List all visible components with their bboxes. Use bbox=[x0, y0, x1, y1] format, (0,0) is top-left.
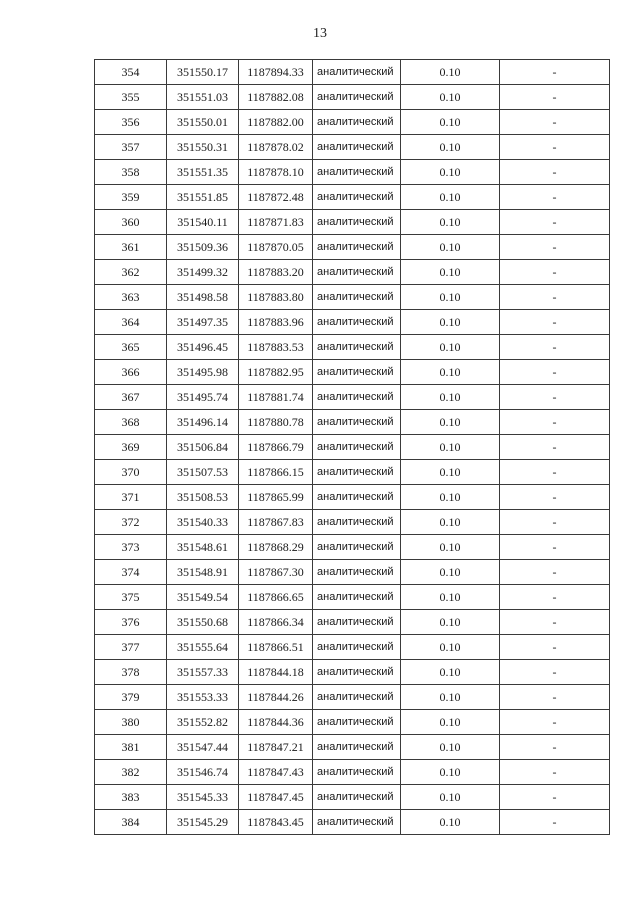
table-row bbox=[95, 510, 610, 535]
y-coordinate-cell: 1187882.95 bbox=[239, 360, 313, 385]
accuracy-cell: 0.10 bbox=[401, 685, 500, 710]
table-row bbox=[95, 285, 610, 310]
note-cell: - bbox=[500, 735, 610, 760]
accuracy-cell: 0.10 bbox=[401, 710, 500, 735]
table-row bbox=[95, 760, 610, 785]
y-coordinate-cell: 1187866.79 bbox=[239, 435, 313, 460]
y-coordinate-cell: 1187867.83 bbox=[239, 510, 313, 535]
y-coordinate-cell: 1187844.36 bbox=[239, 710, 313, 735]
note-cell: - bbox=[500, 685, 610, 710]
method-cell: аналитический bbox=[313, 610, 401, 635]
y-coordinate-cell: 1187883.53 bbox=[239, 335, 313, 360]
table-row bbox=[95, 460, 610, 485]
y-coordinate-cell: 1187866.51 bbox=[239, 635, 313, 660]
x-coordinate-cell: 351553.33 bbox=[167, 685, 239, 710]
method-cell: аналитический bbox=[313, 735, 401, 760]
note-cell: - bbox=[500, 660, 610, 685]
point-number-cell: 373 bbox=[95, 535, 167, 560]
y-coordinate-cell: 1187871.83 bbox=[239, 210, 313, 235]
y-coordinate-cell: 1187847.43 bbox=[239, 760, 313, 785]
accuracy-cell: 0.10 bbox=[401, 735, 500, 760]
method-cell: аналитический bbox=[313, 760, 401, 785]
table-row bbox=[95, 660, 610, 685]
point-number-cell: 354 bbox=[95, 60, 167, 85]
accuracy-cell: 0.10 bbox=[401, 235, 500, 260]
note-cell: - bbox=[500, 185, 610, 210]
method-cell: аналитический bbox=[313, 535, 401, 560]
table-row bbox=[95, 485, 610, 510]
y-coordinate-cell: 1187883.80 bbox=[239, 285, 313, 310]
table-row bbox=[95, 110, 610, 135]
table-row bbox=[95, 560, 610, 585]
x-coordinate-cell: 351550.31 bbox=[167, 135, 239, 160]
accuracy-cell: 0.10 bbox=[401, 610, 500, 635]
method-cell: аналитический bbox=[313, 85, 401, 110]
accuracy-cell: 0.10 bbox=[401, 785, 500, 810]
method-cell: аналитический bbox=[313, 335, 401, 360]
note-cell: - bbox=[500, 335, 610, 360]
table-row bbox=[95, 410, 610, 435]
accuracy-cell: 0.10 bbox=[401, 560, 500, 585]
accuracy-cell: 0.10 bbox=[401, 310, 500, 335]
y-coordinate-cell: 1187868.29 bbox=[239, 535, 313, 560]
point-number-cell: 360 bbox=[95, 210, 167, 235]
point-number-cell: 359 bbox=[95, 185, 167, 210]
note-cell: - bbox=[500, 410, 610, 435]
x-coordinate-cell: 351496.45 bbox=[167, 335, 239, 360]
x-coordinate-cell: 351545.29 bbox=[167, 810, 239, 835]
x-coordinate-cell: 351508.53 bbox=[167, 485, 239, 510]
x-coordinate-cell: 351497.35 bbox=[167, 310, 239, 335]
x-coordinate-cell: 351548.91 bbox=[167, 560, 239, 585]
point-number-cell: 376 bbox=[95, 610, 167, 635]
point-number-cell: 377 bbox=[95, 635, 167, 660]
accuracy-cell: 0.10 bbox=[401, 535, 500, 560]
x-coordinate-cell: 351551.85 bbox=[167, 185, 239, 210]
x-coordinate-cell: 351551.03 bbox=[167, 85, 239, 110]
x-coordinate-cell: 351545.33 bbox=[167, 785, 239, 810]
x-coordinate-cell: 351546.74 bbox=[167, 760, 239, 785]
y-coordinate-cell: 1187865.99 bbox=[239, 485, 313, 510]
x-coordinate-cell: 351557.33 bbox=[167, 660, 239, 685]
x-coordinate-cell: 351549.54 bbox=[167, 585, 239, 610]
method-cell: аналитический bbox=[313, 60, 401, 85]
y-coordinate-cell: 1187881.74 bbox=[239, 385, 313, 410]
accuracy-cell: 0.10 bbox=[401, 760, 500, 785]
y-coordinate-cell: 1187847.45 bbox=[239, 785, 313, 810]
method-cell: аналитический bbox=[313, 660, 401, 685]
x-coordinate-cell: 351506.84 bbox=[167, 435, 239, 460]
method-cell: аналитический bbox=[313, 385, 401, 410]
x-coordinate-cell: 351507.53 bbox=[167, 460, 239, 485]
note-cell: - bbox=[500, 585, 610, 610]
accuracy-cell: 0.10 bbox=[401, 460, 500, 485]
x-coordinate-cell: 351498.58 bbox=[167, 285, 239, 310]
x-coordinate-cell: 351552.82 bbox=[167, 710, 239, 735]
point-number-cell: 383 bbox=[95, 785, 167, 810]
table-row bbox=[95, 60, 610, 85]
x-coordinate-cell: 351550.68 bbox=[167, 610, 239, 635]
accuracy-cell: 0.10 bbox=[401, 635, 500, 660]
y-coordinate-cell: 1187843.45 bbox=[239, 810, 313, 835]
table-row bbox=[95, 160, 610, 185]
x-coordinate-cell: 351548.61 bbox=[167, 535, 239, 560]
note-cell: - bbox=[500, 360, 610, 385]
note-cell: - bbox=[500, 135, 610, 160]
x-coordinate-cell: 351496.14 bbox=[167, 410, 239, 435]
accuracy-cell: 0.10 bbox=[401, 260, 500, 285]
note-cell: - bbox=[500, 535, 610, 560]
point-number-cell: 374 bbox=[95, 560, 167, 585]
note-cell: - bbox=[500, 635, 610, 660]
x-coordinate-cell: 351547.44 bbox=[167, 735, 239, 760]
point-number-cell: 380 bbox=[95, 710, 167, 735]
method-cell: аналитический bbox=[313, 685, 401, 710]
point-number-cell: 358 bbox=[95, 160, 167, 185]
point-number-cell: 382 bbox=[95, 760, 167, 785]
point-number-cell: 355 bbox=[95, 85, 167, 110]
point-number-cell: 381 bbox=[95, 735, 167, 760]
y-coordinate-cell: 1187866.15 bbox=[239, 460, 313, 485]
accuracy-cell: 0.10 bbox=[401, 335, 500, 360]
table-row bbox=[95, 385, 610, 410]
point-number-cell: 375 bbox=[95, 585, 167, 610]
accuracy-cell: 0.10 bbox=[401, 160, 500, 185]
point-number-cell: 366 bbox=[95, 360, 167, 385]
method-cell: аналитический bbox=[313, 410, 401, 435]
note-cell: - bbox=[500, 160, 610, 185]
y-coordinate-cell: 1187878.10 bbox=[239, 160, 313, 185]
method-cell: аналитический bbox=[313, 635, 401, 660]
note-cell: - bbox=[500, 560, 610, 585]
table-row bbox=[95, 610, 610, 635]
accuracy-cell: 0.10 bbox=[401, 660, 500, 685]
table-row bbox=[95, 85, 610, 110]
method-cell: аналитический bbox=[313, 585, 401, 610]
point-number-cell: 369 bbox=[95, 435, 167, 460]
note-cell: - bbox=[500, 435, 610, 460]
y-coordinate-cell: 1187866.65 bbox=[239, 585, 313, 610]
point-number-cell: 357 bbox=[95, 135, 167, 160]
point-number-cell: 370 bbox=[95, 460, 167, 485]
method-cell: аналитический bbox=[313, 710, 401, 735]
method-cell: аналитический bbox=[313, 785, 401, 810]
method-cell: аналитический bbox=[313, 485, 401, 510]
point-number-cell: 367 bbox=[95, 385, 167, 410]
accuracy-cell: 0.10 bbox=[401, 85, 500, 110]
table-row bbox=[95, 585, 610, 610]
point-number-cell: 368 bbox=[95, 410, 167, 435]
note-cell: - bbox=[500, 485, 610, 510]
coordinates-table bbox=[94, 59, 610, 835]
point-number-cell: 365 bbox=[95, 335, 167, 360]
note-cell: - bbox=[500, 85, 610, 110]
accuracy-cell: 0.10 bbox=[401, 510, 500, 535]
table-row bbox=[95, 735, 610, 760]
note-cell: - bbox=[500, 810, 610, 835]
method-cell: аналитический bbox=[313, 185, 401, 210]
note-cell: - bbox=[500, 785, 610, 810]
method-cell: аналитический bbox=[313, 235, 401, 260]
y-coordinate-cell: 1187883.20 bbox=[239, 260, 313, 285]
x-coordinate-cell: 351555.64 bbox=[167, 635, 239, 660]
table-row bbox=[95, 260, 610, 285]
point-number-cell: 363 bbox=[95, 285, 167, 310]
method-cell: аналитический bbox=[313, 360, 401, 385]
y-coordinate-cell: 1187894.33 bbox=[239, 60, 313, 85]
point-number-cell: 378 bbox=[95, 660, 167, 685]
y-coordinate-cell: 1187866.34 bbox=[239, 610, 313, 635]
method-cell: аналитический bbox=[313, 285, 401, 310]
point-number-cell: 371 bbox=[95, 485, 167, 510]
accuracy-cell: 0.10 bbox=[401, 210, 500, 235]
table-row bbox=[95, 210, 610, 235]
accuracy-cell: 0.10 bbox=[401, 110, 500, 135]
method-cell: аналитический bbox=[313, 435, 401, 460]
x-coordinate-cell: 351509.36 bbox=[167, 235, 239, 260]
note-cell: - bbox=[500, 60, 610, 85]
accuracy-cell: 0.10 bbox=[401, 360, 500, 385]
x-coordinate-cell: 351540.11 bbox=[167, 210, 239, 235]
note-cell: - bbox=[500, 110, 610, 135]
point-number-cell: 384 bbox=[95, 810, 167, 835]
y-coordinate-cell: 1187882.00 bbox=[239, 110, 313, 135]
table-row bbox=[95, 235, 610, 260]
note-cell: - bbox=[500, 610, 610, 635]
note-cell: - bbox=[500, 260, 610, 285]
table-row bbox=[95, 810, 610, 835]
accuracy-cell: 0.10 bbox=[401, 285, 500, 310]
table-row bbox=[95, 535, 610, 560]
accuracy-cell: 0.10 bbox=[401, 135, 500, 160]
x-coordinate-cell: 351495.98 bbox=[167, 360, 239, 385]
table-row bbox=[95, 310, 610, 335]
x-coordinate-cell: 351550.17 bbox=[167, 60, 239, 85]
method-cell: аналитический bbox=[313, 260, 401, 285]
table-row bbox=[95, 435, 610, 460]
coordinates-table-body bbox=[95, 60, 610, 835]
method-cell: аналитический bbox=[313, 510, 401, 535]
point-number-cell: 361 bbox=[95, 235, 167, 260]
table-row bbox=[95, 785, 610, 810]
y-coordinate-cell: 1187867.30 bbox=[239, 560, 313, 585]
note-cell: - bbox=[500, 710, 610, 735]
page-number: 13 bbox=[313, 26, 327, 41]
x-coordinate-cell: 351540.33 bbox=[167, 510, 239, 535]
point-number-cell: 356 bbox=[95, 110, 167, 135]
accuracy-cell: 0.10 bbox=[401, 60, 500, 85]
accuracy-cell: 0.10 bbox=[401, 435, 500, 460]
method-cell: аналитический bbox=[313, 135, 401, 160]
table-row bbox=[95, 710, 610, 735]
note-cell: - bbox=[500, 385, 610, 410]
point-number-cell: 364 bbox=[95, 310, 167, 335]
method-cell: аналитический bbox=[313, 160, 401, 185]
accuracy-cell: 0.10 bbox=[401, 185, 500, 210]
point-number-cell: 372 bbox=[95, 510, 167, 535]
x-coordinate-cell: 351499.32 bbox=[167, 260, 239, 285]
note-cell: - bbox=[500, 760, 610, 785]
method-cell: аналитический bbox=[313, 310, 401, 335]
note-cell: - bbox=[500, 310, 610, 335]
note-cell: - bbox=[500, 285, 610, 310]
y-coordinate-cell: 1187872.48 bbox=[239, 185, 313, 210]
x-coordinate-cell: 351495.74 bbox=[167, 385, 239, 410]
y-coordinate-cell: 1187847.21 bbox=[239, 735, 313, 760]
y-coordinate-cell: 1187883.96 bbox=[239, 310, 313, 335]
table-row bbox=[95, 635, 610, 660]
method-cell: аналитический bbox=[313, 460, 401, 485]
method-cell: аналитический bbox=[313, 110, 401, 135]
accuracy-cell: 0.10 bbox=[401, 410, 500, 435]
y-coordinate-cell: 1187878.02 bbox=[239, 135, 313, 160]
table-row bbox=[95, 185, 610, 210]
x-coordinate-cell: 351551.35 bbox=[167, 160, 239, 185]
table-row bbox=[95, 335, 610, 360]
note-cell: - bbox=[500, 510, 610, 535]
y-coordinate-cell: 1187882.08 bbox=[239, 85, 313, 110]
accuracy-cell: 0.10 bbox=[401, 810, 500, 835]
x-coordinate-cell: 351550.01 bbox=[167, 110, 239, 135]
y-coordinate-cell: 1187880.78 bbox=[239, 410, 313, 435]
method-cell: аналитический bbox=[313, 810, 401, 835]
method-cell: аналитический bbox=[313, 560, 401, 585]
point-number-cell: 362 bbox=[95, 260, 167, 285]
accuracy-cell: 0.10 bbox=[401, 385, 500, 410]
accuracy-cell: 0.10 bbox=[401, 485, 500, 510]
table-row bbox=[95, 360, 610, 385]
y-coordinate-cell: 1187870.05 bbox=[239, 235, 313, 260]
note-cell: - bbox=[500, 210, 610, 235]
method-cell: аналитический bbox=[313, 210, 401, 235]
table-row bbox=[95, 685, 610, 710]
y-coordinate-cell: 1187844.26 bbox=[239, 685, 313, 710]
note-cell: - bbox=[500, 235, 610, 260]
note-cell: - bbox=[500, 460, 610, 485]
point-number-cell: 379 bbox=[95, 685, 167, 710]
accuracy-cell: 0.10 bbox=[401, 585, 500, 610]
table-row bbox=[95, 135, 610, 160]
y-coordinate-cell: 1187844.18 bbox=[239, 660, 313, 685]
